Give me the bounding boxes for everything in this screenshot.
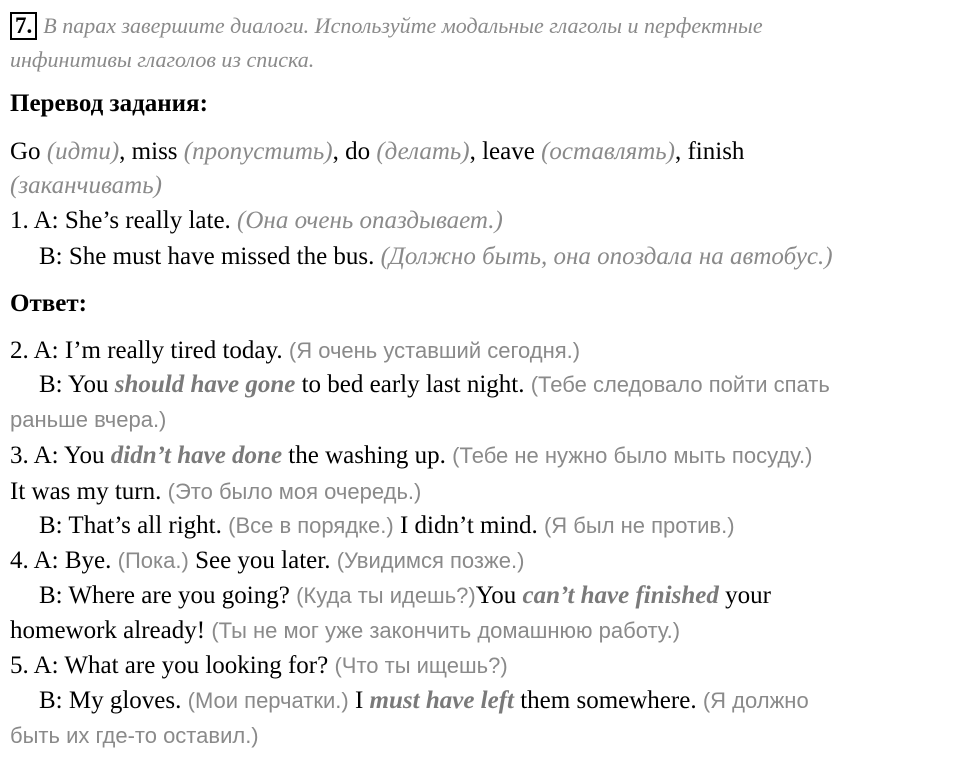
dialogue-2-a <box>10 335 580 367</box>
d5-a-prefix: 5. A: What are you looking for? <box>10 652 329 679</box>
dialogue-5-a <box>10 650 508 682</box>
d4-b-text: You <box>475 582 523 609</box>
d3-b-ru: (Все в порядке.) <box>228 513 394 538</box>
word-list-line-2 <box>10 170 162 202</box>
d4-a-prefix: 4. A: Bye. <box>10 547 112 574</box>
example-a-ru: (Она очень опаздывает.) <box>237 207 503 234</box>
d4-b-answer: can’t have finished <box>522 582 719 609</box>
dialogue-5-b <box>39 685 809 717</box>
word-finish-ru: (заканчивать) <box>10 172 162 199</box>
example-b-line <box>39 241 833 273</box>
d3-a-text: the washing up. <box>282 442 446 469</box>
dialogue-2-b <box>39 369 830 401</box>
d2-b-prefix: B: You <box>39 371 115 398</box>
d4-a-ru2: (Увидимся позже.) <box>336 548 525 573</box>
d4-a-ru: (Пока.) <box>117 548 189 573</box>
d5-b-ru: (Мои перчатки.) <box>187 688 349 713</box>
translation-heading: Перевод задания: <box>10 90 208 117</box>
dialogue-4-b <box>39 580 771 612</box>
d2-b-answer: should have gone <box>114 371 296 398</box>
d4-a-text: See you later. <box>195 547 331 574</box>
d5-b-text: I <box>354 687 370 714</box>
word-leave: leave <box>482 138 535 165</box>
d2-a-text: I’m really tired today. <box>64 337 283 364</box>
example-b-text: She must have missed the bus. <box>68 243 375 270</box>
dialogue-2-b-cont <box>10 404 166 436</box>
d3-b-text: I didn’t mind. <box>399 512 538 539</box>
example-b-ru: (Должно быть, она опоздала на автобус.) <box>380 243 833 270</box>
word-finish: finish <box>687 138 745 165</box>
example-b-prefix: B: <box>39 243 69 270</box>
d2-b-ru-2: раньше вчера.) <box>10 407 167 432</box>
task-text-1: В парах завершите диалоги. Используйте модальные глаголы и перфектные <box>43 13 763 38</box>
d2-b-ru-1: (Тебе следовало пойти спать <box>530 372 830 397</box>
example-a-prefix: 1. A: <box>10 207 65 234</box>
d4-b-prefix: B: Where are you going? <box>39 582 290 609</box>
d3-a-answer: didn’t have done <box>110 442 283 469</box>
exercise-number: 7. <box>10 12 37 40</box>
word-leave-ru: (оставлять) <box>541 138 675 165</box>
dialogue-3-b <box>39 510 735 542</box>
d3-a-ru2: (Это было моя очередь.) <box>167 479 422 504</box>
word-miss-ru: (пропустить) <box>183 138 333 165</box>
word-go-ru: (идти) <box>46 138 120 165</box>
d4-b-ru: (Куда ты идешь?) <box>296 583 476 608</box>
word-miss: miss <box>131 138 178 165</box>
answer-heading: Ответ: <box>10 290 87 317</box>
word-go: Go <box>10 138 41 165</box>
d4-b-text3: homework already! <box>10 617 206 644</box>
dialogue-5-b-cont <box>10 720 259 752</box>
d5-b-prefix: B: My gloves. <box>39 687 182 714</box>
word-list-line-1: Go (идти), miss (пропустить), do (делать), leave (оставлять), finish <box>10 138 745 165</box>
d5-b-ru3: быть их где-то оставил.) <box>10 723 259 748</box>
d5-b-ru2: (Я должно <box>702 688 809 713</box>
dialogue-3-a-cont <box>10 476 421 508</box>
dialogue-3-a <box>10 440 812 472</box>
example-a-text: She’s really late. <box>64 207 231 234</box>
d3-b-prefix: B: That’s all right. <box>39 512 222 539</box>
example-a-line <box>10 205 503 237</box>
d4-b-text2: your <box>718 582 771 609</box>
d5-a-ru: (Что ты ищешь?) <box>334 653 508 678</box>
d5-b-text2: them somewhere. <box>513 687 697 714</box>
d3-a-ru: (Тебе не нужно было мыть посуду.) <box>452 443 813 468</box>
d3-a-prefix: 3. A: You <box>10 442 111 469</box>
d3-a-text2: It was my turn. <box>10 478 162 505</box>
d4-b-ru2: (Ты не мог уже закончить домашнюю работу.) <box>211 618 681 643</box>
d2-a-ru: (Я очень уставший сегодня.) <box>288 338 581 363</box>
task-line-1 <box>10 10 763 42</box>
d3-b-ru2: (Я был не против.) <box>543 513 735 538</box>
d2-a-prefix: 2. A: <box>10 337 65 364</box>
word-do: do <box>345 138 371 165</box>
d2-b-text: to bed early last night. <box>295 371 525 398</box>
task-text-2: инфинитивы глаголов из списка. <box>10 47 315 72</box>
d5-b-answer: must have left <box>369 687 514 714</box>
task-line-2 <box>10 44 314 76</box>
word-do-ru: (делать) <box>376 138 470 165</box>
dialogue-4-b-cont <box>10 615 680 647</box>
dialogue-4-a <box>10 545 524 577</box>
